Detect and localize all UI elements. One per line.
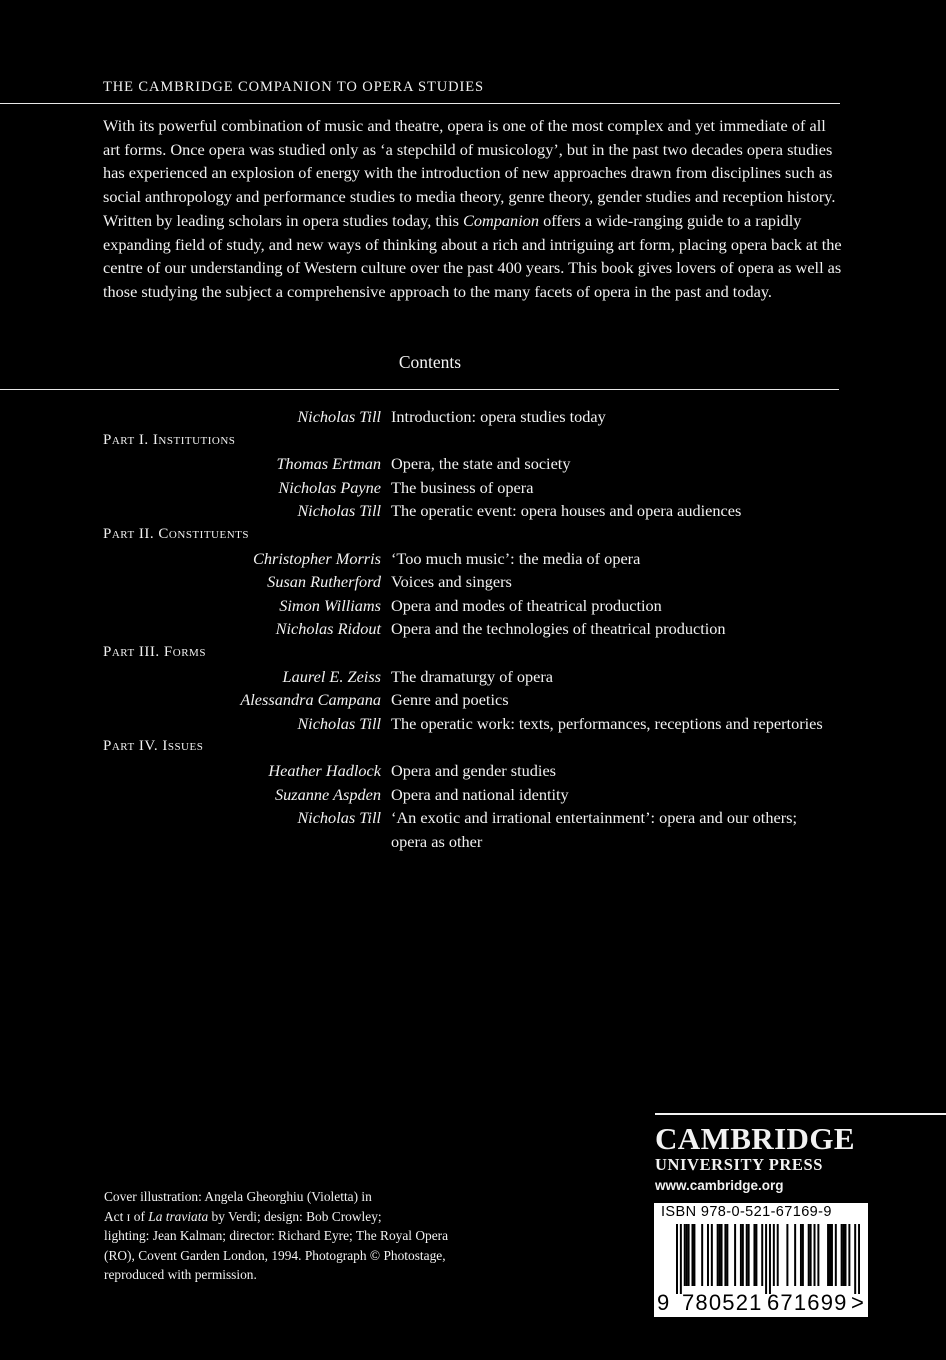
toc-author: Nicholas Till bbox=[297, 407, 381, 426]
isbn-label: ISBN 978-0-521-67169-9 bbox=[661, 1204, 832, 1220]
barcode-bar bbox=[717, 1224, 719, 1286]
toc-title: ‘Too much music’: the media of opera bbox=[391, 548, 641, 568]
barcode-bar bbox=[680, 1224, 682, 1294]
toc-title: ‘An exotic and irrational entertainment’: opera and our others; opera as other bbox=[391, 808, 797, 851]
blurb-text-1: With its powerful combination of music and theatre, opera is one of the most complex and yet immediate of all art forms. Once opera was studied only as ‘a stepchild of musicology’, but in the past two decades opera studies has experienced an explosion of energy with the introduction of new approaches drawn from disciplines such as social anthropology and performance studies to media theory, genre theory, gender studies and reception history. Written by leading scholars in opera studies today, this bbox=[103, 116, 836, 230]
toc-entry bbox=[103, 783, 823, 807]
barcode-bar bbox=[835, 1224, 837, 1286]
toc-parts bbox=[103, 429, 823, 854]
barcode-bar bbox=[711, 1224, 713, 1286]
ean-arrow: > bbox=[851, 1290, 864, 1315]
toc-author: Alessandra Campana bbox=[240, 690, 381, 710]
credits-line-1: Cover illustration: Angela Gheorghiu (Violetta) in bbox=[104, 1189, 372, 1204]
barcode-bar bbox=[724, 1224, 726, 1286]
publisher-name: CAMBRIDGE bbox=[655, 1121, 855, 1156]
toc-title: Opera and national identity bbox=[391, 784, 569, 804]
barcode-bar bbox=[753, 1224, 755, 1286]
toc-entry bbox=[103, 617, 823, 641]
toc-author: Nicholas Till bbox=[297, 501, 381, 521]
barcode-bar bbox=[748, 1224, 750, 1286]
toc-title: The dramaturgy of opera bbox=[391, 666, 553, 686]
isbn-barcode bbox=[654, 1203, 868, 1317]
barcode-bar bbox=[726, 1224, 728, 1286]
publisher-logo bbox=[655, 1113, 946, 1196]
toc-author: Nicholas Till bbox=[297, 713, 381, 733]
publisher-subname: UNIVERSITY PRESS bbox=[655, 1155, 824, 1174]
credits-rest: lighting: Jean Kalman; director: Richard Eyre; The Royal Opera (RO), Covent Garden London, 1994. Photograph © Photostage, reproduced with permission. bbox=[104, 1228, 449, 1283]
toc-part-heading: Part IV. Issues bbox=[103, 738, 204, 755]
credits-line-2b: by Verdi; design: Bob Crowley; bbox=[208, 1208, 382, 1224]
toc-entry bbox=[103, 452, 823, 476]
barcode-bar bbox=[777, 1224, 779, 1286]
ean-left-digits: 780521 bbox=[682, 1290, 763, 1315]
toc-title: Opera and gender studies bbox=[391, 760, 557, 780]
barcode-bar bbox=[810, 1224, 812, 1286]
contents-heading: Contents bbox=[398, 352, 462, 372]
toc-author: Thomas Ertman bbox=[276, 454, 381, 474]
credits-opera-title: La traviata bbox=[148, 1208, 209, 1224]
barcode-bar bbox=[854, 1224, 856, 1294]
barcode-icon bbox=[676, 1224, 860, 1294]
blurb bbox=[103, 114, 843, 304]
barcode-bar bbox=[701, 1224, 703, 1286]
toc-title: The operatic event: opera houses and opera audiences bbox=[391, 501, 742, 521]
toc-title: Voices and singers bbox=[391, 572, 512, 592]
toc-entry bbox=[103, 570, 823, 594]
barcode-bar bbox=[841, 1224, 843, 1286]
barcode-bar bbox=[802, 1224, 804, 1286]
toc-entry bbox=[103, 759, 823, 783]
toc-part-heading: Part II. Constituents bbox=[103, 525, 249, 542]
barcode-bar bbox=[814, 1224, 816, 1286]
barcode-bar bbox=[831, 1224, 833, 1286]
toc-title: The operatic work: texts, performances, receptions and repertories bbox=[391, 713, 823, 733]
barcode-bar bbox=[786, 1224, 788, 1286]
toc-entry bbox=[103, 688, 823, 712]
barcode-bar bbox=[765, 1224, 767, 1294]
toc-author: Susan Rutherford bbox=[267, 572, 381, 592]
barcode-bar bbox=[773, 1224, 775, 1286]
barcode-bar bbox=[719, 1224, 721, 1286]
contents-divider bbox=[0, 389, 839, 390]
toc-entry bbox=[103, 665, 823, 689]
barcode-bar bbox=[843, 1224, 845, 1286]
toc-title: Genre and poetics bbox=[391, 690, 509, 710]
table-of-contents bbox=[103, 405, 823, 853]
credits-text bbox=[104, 1187, 464, 1285]
toc-entry bbox=[103, 806, 823, 853]
toc-author: Suzanne Aspden bbox=[275, 784, 381, 804]
toc-author: Heather Hadlock bbox=[268, 760, 381, 780]
barcode-bar bbox=[734, 1224, 736, 1286]
barcode-bar bbox=[755, 1224, 757, 1286]
toc-entry bbox=[103, 499, 823, 523]
toc-author: Nicholas Till bbox=[297, 808, 381, 828]
toc-title: Opera and modes of theatrical production bbox=[391, 595, 662, 615]
blurb-paragraph bbox=[103, 114, 843, 304]
barcode-bar bbox=[794, 1224, 796, 1286]
barcode-bar bbox=[817, 1224, 819, 1286]
series-title: THE CAMBRIDGE COMPANION TO OPERA STUDIES bbox=[103, 79, 484, 95]
barcode-bar bbox=[721, 1224, 723, 1286]
toc-part-heading: Part III. Forms bbox=[103, 643, 206, 660]
toc-title: The business of opera bbox=[391, 477, 534, 497]
toc-part-heading: Part I. Institutions bbox=[103, 431, 236, 448]
credits-line-2a: Act ɪ of bbox=[104, 1208, 149, 1224]
barcode-bar bbox=[740, 1224, 742, 1286]
blurb-text-2: offers a wide-ranging guide to a rapidly expanding field of study, and new ways of thinking about a rich and intriguing art form, placing opera back at the centre of our understanding of Western culture over the past 400 years. This book gives lovers of opera as well as those studying the subject a comprehensive approach to the many facets of opera in the past and today. bbox=[103, 210, 842, 301]
barcode-bar bbox=[800, 1224, 802, 1286]
ean-first-digit: 9 bbox=[657, 1290, 670, 1315]
barcode-bar bbox=[693, 1224, 695, 1286]
barcode-bar bbox=[688, 1224, 690, 1286]
barcode-bar bbox=[691, 1224, 693, 1286]
barcode-bar bbox=[707, 1224, 709, 1286]
barcode-bar bbox=[676, 1224, 678, 1294]
barcode-bar bbox=[848, 1224, 850, 1286]
toc-entry bbox=[103, 476, 823, 500]
toc-author: Simon Williams bbox=[279, 595, 381, 615]
barcode-bar bbox=[761, 1224, 763, 1286]
barcode-bar bbox=[808, 1224, 810, 1286]
toc-entry bbox=[103, 547, 823, 571]
publisher-website: www.cambridge.org bbox=[655, 1178, 784, 1193]
barcode-bar bbox=[845, 1224, 847, 1286]
barcode-bar bbox=[858, 1224, 860, 1294]
barcode-bar bbox=[684, 1224, 686, 1286]
toc-author: Nicholas Payne bbox=[278, 477, 381, 497]
toc-title: Introduction: opera studies today bbox=[391, 407, 606, 426]
barcode-bar bbox=[829, 1224, 831, 1286]
barcode-bar bbox=[746, 1224, 748, 1286]
blurb-emphasis: Companion bbox=[463, 210, 540, 230]
barcode-bar bbox=[686, 1224, 688, 1286]
barcode-bar bbox=[742, 1224, 744, 1286]
toc-author: Laurel E. Zeiss bbox=[282, 666, 381, 686]
toc-entry bbox=[103, 712, 823, 736]
barcode-bar bbox=[827, 1224, 829, 1286]
toc-entry-intro bbox=[103, 405, 823, 429]
toc-author: Christopher Morris bbox=[252, 548, 381, 568]
top-divider bbox=[0, 103, 840, 104]
toc-title: Opera and the technologies of theatrical production bbox=[391, 619, 726, 639]
toc-entry bbox=[103, 594, 823, 618]
toc-author: Nicholas Ridout bbox=[275, 619, 381, 639]
cover-credits bbox=[104, 1187, 464, 1285]
barcode-bar bbox=[769, 1224, 771, 1294]
ean-right-digits: 671699 bbox=[767, 1290, 848, 1315]
toc-title: Opera, the state and society bbox=[391, 454, 571, 474]
